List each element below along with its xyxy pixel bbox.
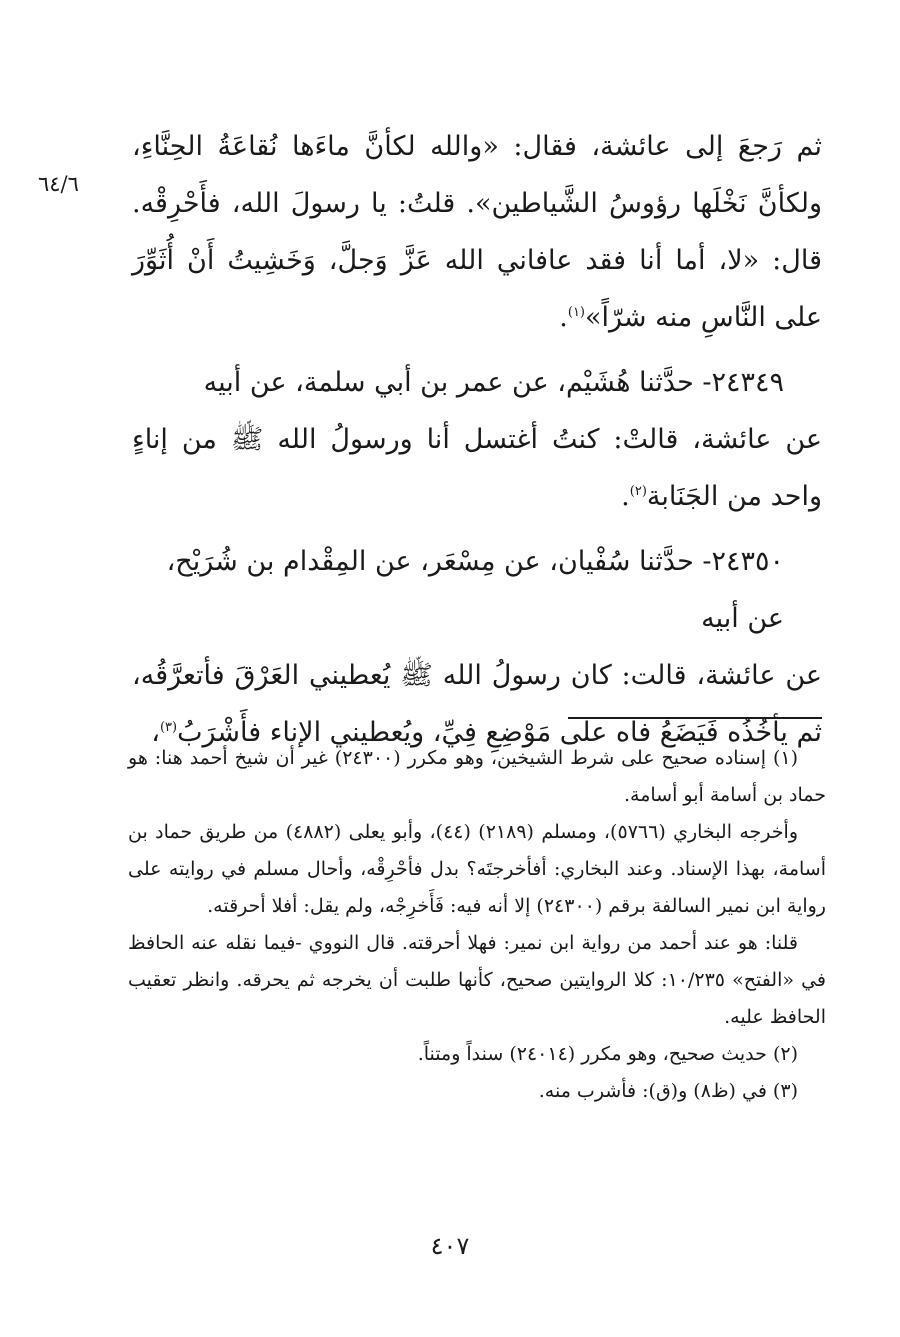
margin-volume-page-ref: ٦٤/٦ — [38, 172, 79, 196]
footnote-3: (٣) في (ظ٨) و(ق): فأشرب منه. — [538, 1080, 798, 1102]
hadith-24349-isnad: ٢٤٣٤٩- حدَّثنا هُشَيْم، عن عمر بن أبي سلمة، عن أبيه — [203, 367, 784, 398]
footnotes — [128, 740, 826, 1110]
footnote-1-comment: قلنا: هو عند أحمد من رواية ابن نمير: فهلا أحرقته. قال النووي -فيما نقله عنه الحافظ في «الفتح» ١٠/٢٣٥: كلا الروايتين صحيح، كأنها طلبت أن يخرجه ثم يحرقه. وانظر تعقيب الحافظ عليه. — [128, 932, 826, 1028]
punctuation: . — [621, 481, 630, 512]
footnote-2: (٢) حديث صحيح، وهو مكرر (٢٤٠١٤) سنداً ومتناً. — [417, 1043, 798, 1065]
footnote-1-continued: وأخرجه البخاري (٥٧٦٦)، ومسلم (٢١٨٩) (٤٤)، وأبو يعلى (٤٨٨٢) من طريق حماد بن أسامة، بهذا الإسناد. وعند البخاري: أفأخرجتَه؟ بدل فأحْرِقْه، وأحال مسلم في روايته على رواية ابن نمير السالفة برقم (٢٤٣٠٠) إلا أنه فيه: فَأَخرِجْه، ولم يقل: أفلا أحرقته. — [128, 821, 826, 917]
main-text — [132, 118, 822, 761]
footnote-separator — [568, 717, 822, 719]
footnote-marker-2: (٢) — [629, 484, 647, 499]
hadith-24350-text: عن عائشة، قالت: كان رسولُ الله ﷺ يُعطيني العَرْقَ فأتعرَّقُه، ثم يأخُذُه فَيَضَعُ فاه على مَوْضِعِ فِيِّ، ويُعطيني الإناء فأَشْرَبُ — [132, 660, 822, 748]
footnote-marker-1: (١) — [567, 305, 585, 320]
hadith-24350-isnad: ٢٤٣٥٠- حدَّثنا سُفْيان، عن مِسْعَر، عن المِقْدام بن شُرَيْح، عن أبيه — [166, 546, 784, 634]
hadith-24349-matn — [132, 411, 822, 525]
hadith-24349-text: عن عائشة، قالتْ: كنتُ أغتسل أنا ورسولُ الله ﷺ من إناءٍ واحد من الجَنَابة — [132, 424, 822, 512]
footnote-marker-3: (٣) — [159, 720, 178, 735]
punctuation: . — [559, 302, 568, 333]
page-number: ٤٠٧ — [430, 1232, 470, 1260]
hadith-continuation — [132, 118, 822, 346]
hadith-continuation-text: ثم رَجعَ إلى عائشة، فقال: «والله لكأنَّ ماءَها نُقاعَةُ الحِنَّاءِ، ولكأنَّ نَخْلَها رؤوسُ الشَّياطين». قلتُ: يا رسولَ الله، فأَحْرِقْه. قال: «لا، أما أنا فقد عافاني الله عَزَّ وَجلَّ، وَخَشِيتُ أَنْ أُثَوِّرَ على النَّاسِ منه شرّاً» — [132, 131, 822, 333]
punctuation: ، — [151, 717, 160, 748]
footnote-1: (١) إسناده صحيح على شرط الشيخين، وهو مكرر (٢٤٣٠٠) غير أن شيخ أحمد هنا: هو حماد بن أسامة أبو أسامة. — [128, 747, 826, 806]
